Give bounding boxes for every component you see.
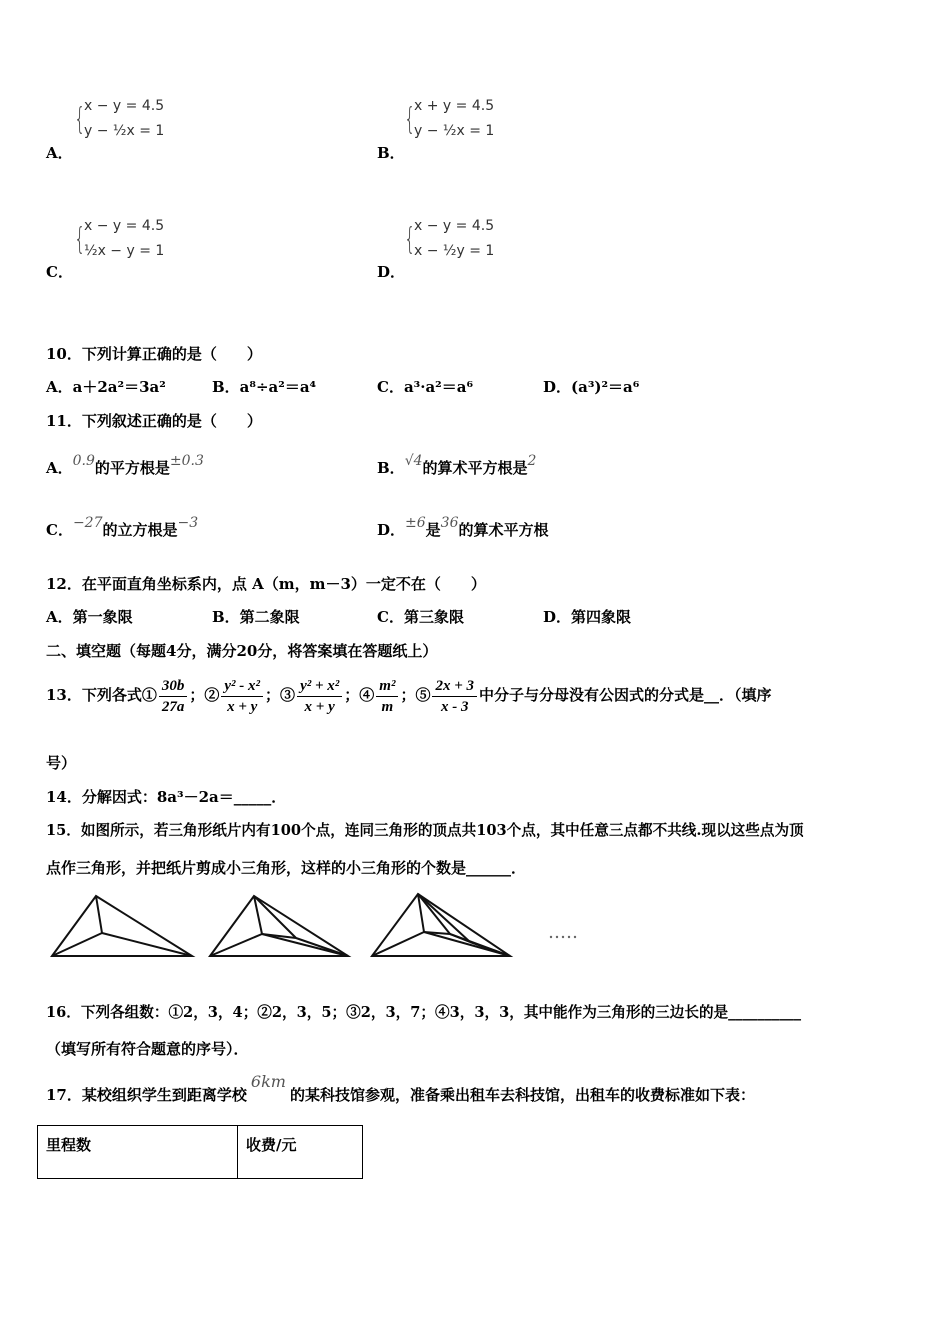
q16-line-1: 16．下列各组数：①2，3，4；②2，3，5；③2，3，7；④3，3，3，其中能作为三角形的三边长的是__________ xyxy=(46,1004,802,1021)
math-value: √4 xyxy=(404,453,423,469)
math-value: 2 xyxy=(527,453,537,469)
section-heading: 二、填空题（每题4分，满分20分，将答案填在答题纸上） xyxy=(46,642,438,660)
q16-line-2: （填写所有符合题意的序号）． xyxy=(46,1040,249,1058)
q11-option-b xyxy=(377,452,537,477)
equation-line-2: ½x − y = 1 xyxy=(84,243,165,259)
q12-option-b: B．第二象限 xyxy=(212,608,300,626)
q15-figure-2 xyxy=(206,890,354,962)
option-label: B． xyxy=(377,459,405,477)
option-text: 的立方根是 xyxy=(102,521,178,539)
separator: ；④ xyxy=(344,686,375,704)
distance-value: 6km xyxy=(250,1072,286,1091)
fraction-5 xyxy=(432,676,477,717)
ellipsis-icon xyxy=(548,934,580,940)
brace-icon: { xyxy=(74,102,86,137)
q15-line-1: 15．如图所示，若三角形纸片内有100个点，连同三角形的顶点共103个点，其中任意三点都不共线.现以这些点为顶 xyxy=(46,822,804,839)
table-header-mileage: 里程数 xyxy=(38,1126,238,1179)
q10-option-a: A．a＋2a²＝3a² xyxy=(46,378,166,396)
q12-option-d: D．第四象限 xyxy=(543,608,632,626)
option-label: C． xyxy=(46,521,73,539)
denominator: x + y xyxy=(227,698,258,715)
fraction-2 xyxy=(221,676,263,717)
q12-option-a: A．第一象限 xyxy=(46,608,133,626)
denominator: m xyxy=(381,698,394,715)
fraction-4 xyxy=(376,676,398,717)
q10-option-b: B．a⁸÷a²＝a⁴ xyxy=(212,378,317,396)
equation-line-2: y − ½x = 1 xyxy=(84,123,165,139)
q13-line xyxy=(46,670,772,720)
option-text: 的平方根是 xyxy=(94,459,170,477)
q17-suffix: 的某科技馆参观，准备乘出租车去科技馆，出租车的收费标准如下表： xyxy=(289,1086,755,1104)
numerator: m² xyxy=(376,676,398,697)
denominator: x + y xyxy=(304,698,335,715)
q12-stem: 12．在平面直角坐标系内，点 A（m，m－3）一定不在（ ） xyxy=(46,575,486,593)
equation-line-2: x − ½y = 1 xyxy=(414,243,495,259)
q15-figure-1 xyxy=(48,890,198,962)
numerator: y² - x² xyxy=(221,676,263,697)
q11-option-a xyxy=(46,452,204,477)
option-label: D． xyxy=(377,521,406,539)
fraction-1 xyxy=(159,676,188,717)
q10-option-c: C．a³·a²＝a⁶ xyxy=(377,378,474,396)
math-value: −3 xyxy=(177,515,199,531)
brace-icon: { xyxy=(404,102,416,137)
separator: ；③ xyxy=(265,686,296,704)
fare-table xyxy=(37,1125,363,1179)
math-value: 0.9 xyxy=(72,453,95,469)
q13-prefix: 13．下列各式① xyxy=(46,686,157,704)
q17-line xyxy=(46,1072,755,1104)
option-text: 的算术平方根是 xyxy=(422,459,528,477)
equation-line-1: x − y = 4.5 xyxy=(84,98,165,114)
q9-option-b-label: B． xyxy=(377,144,405,162)
option-label: A． xyxy=(46,459,73,477)
math-value: ±6 xyxy=(405,515,426,531)
q9-option-d-system xyxy=(404,218,524,268)
q9-option-c-system xyxy=(74,218,194,268)
equation-line-1: x + y = 4.5 xyxy=(414,98,495,114)
math-value: 36 xyxy=(440,515,459,531)
brace-icon: { xyxy=(74,222,86,257)
numerator: 30b xyxy=(159,676,188,697)
q11-option-c xyxy=(46,514,199,539)
denominator: 27a xyxy=(161,698,185,715)
math-value: −27 xyxy=(72,515,103,531)
q14-text: 14．分解因式：8a³－2a＝_____． xyxy=(46,788,287,806)
q9-option-a-label: A． xyxy=(46,144,73,162)
q15-line-2: 点作三角形，并把纸片剪成小三角形，这样的小三角形的个数是______． xyxy=(46,859,527,877)
fraction-3 xyxy=(297,676,342,717)
numerator: 2x + 3 xyxy=(432,676,477,697)
equation-line-1: x − y = 4.5 xyxy=(84,218,165,234)
q12-option-c: C．第三象限 xyxy=(377,608,464,626)
q9-option-b-system xyxy=(404,98,524,148)
q17-prefix: 17．某校组织学生到距离学校 xyxy=(46,1086,247,1104)
separator: ；⑤ xyxy=(400,686,431,704)
option-text: 的算术平方根 xyxy=(458,521,549,539)
q11-option-d xyxy=(377,514,549,539)
q15-figure-3 xyxy=(368,890,516,962)
brace-icon: { xyxy=(404,222,416,257)
q13-suffix: 中分子与分母没有公因式的分式是__．（填序 xyxy=(479,686,772,704)
q11-stem: 11．下列叙述正确的是（ ） xyxy=(46,412,262,430)
q10-option-d: D．(a³)²＝a⁶ xyxy=(543,378,640,396)
q9-option-c-label: C． xyxy=(46,263,73,281)
q9-option-a-system xyxy=(74,98,194,148)
q9-option-d-label: D． xyxy=(377,263,406,281)
equation-line-1: x − y = 4.5 xyxy=(414,218,495,234)
q13-continuation: 号） xyxy=(46,754,77,772)
table-row xyxy=(38,1126,363,1179)
table-header-fee: 收费/元 xyxy=(238,1126,363,1179)
math-value: ±0.3 xyxy=(169,453,204,469)
numerator: y² + x² xyxy=(297,676,342,697)
denominator: x - 3 xyxy=(441,698,469,715)
option-text: 是 xyxy=(425,521,441,539)
separator: ；② xyxy=(189,686,220,704)
equation-line-2: y − ½x = 1 xyxy=(414,123,495,139)
q10-stem: 10．下列计算正确的是（ ） xyxy=(46,345,262,363)
